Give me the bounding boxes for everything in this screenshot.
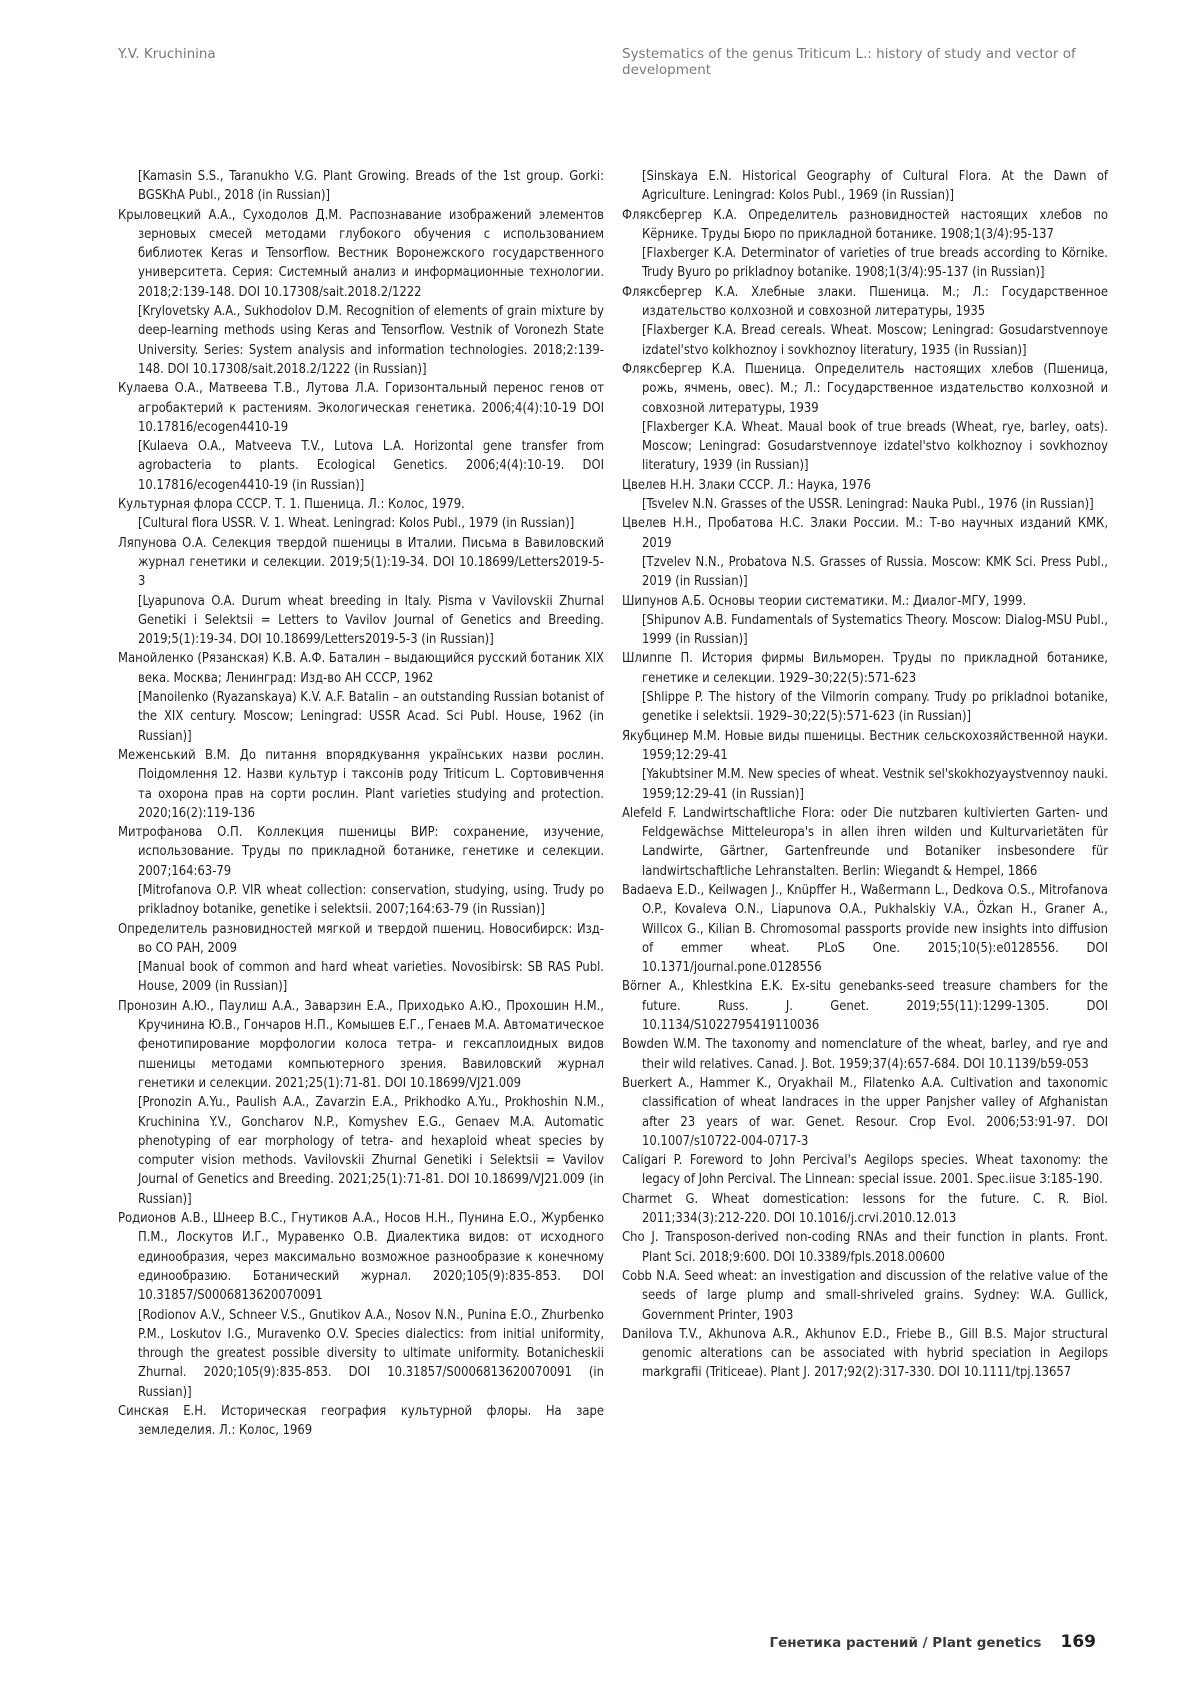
reference-text: Митрофанова О.П. Коллекция пшеницы ВИР: сохранение, изучение, использование. Труды по прикладной ботанике, генетике и селекции. 2007;164:63-79: [118, 825, 604, 879]
references-column-left: [118, 167, 604, 1441]
reference-entry: [622, 727, 1108, 804]
reference-text: Danilova T.V., Akhunova A.R., Akhunov E.D., Friebe B., Gill B.S. Major structural genomic alterations can be associated with hybrid speciation in Aegilops markgrafii (Triticeae). Plant J. 2017;92(2):317-330. DOI 10.1111/tpj.13657: [622, 1326, 1108, 1381]
reference-text: Манойленко (Рязанская) К.В. А.Ф. Баталин – выдающийся русский ботаник XIX века. Москва; Ленинград: Изд-во АН СССР, 1962: [118, 651, 604, 686]
reference-entry: [118, 649, 604, 745]
reference-text: Меженський В.М. До питання впорядкування українських назви рослин. Поідомлення 12. Назви культур і таксонів роду Triticum L. Сортовивчення та охорона прав на сорти рослин. Plant varieties studying and protection. 2020;16(2):119-136: [118, 747, 604, 821]
reference-entry: [622, 1190, 1108, 1229]
reference-translation: [Tzvelev N.N., Probatova N.S. Grasses of Russia. Moscow: KMK Sci. Press Publ., 2019 (in Russian)]: [642, 554, 1108, 590]
reference-text: Alefeld F. Landwirtschaftliche Flora: oder Die nutzbaren kultivierten Garten- und Feldgewächse Mitteleuropa's in allen ihren wilden und Kulturvarietäten für Landwirte, Gärtner, Gartenfreunde und Botaniker insbesondere für landwirtschaftliche Lehranstalten. Berlin: Wiegandt & Hempel, 1866: [622, 805, 1108, 879]
reference-translation: [Cultural flora USSR. V. 1. Wheat. Leningrad: Kolos Publ., 1979 (in Russian)]: [138, 516, 575, 532]
reference-entry: [118, 167, 604, 206]
reference-translation: [Manoilenko (Ryazanskaya) K.V. A.F. Batalin – an outstanding Russian botanist of the XIX century. Moscow; Leningrad: USSR Acad. Sci Publ. House, 1962 (in Russian)]: [138, 690, 604, 744]
reference-translation: [Shipunov A.B. Fundamentals of Systematics Theory. Moscow: Dialog-MSU Publ., 1999 (in Russian)]: [642, 612, 1108, 648]
reference-text: Фляксбергер К.А. Хлебные злаки. Пшеница. М.; Л.: Государственное издательство колхозной и совхозной литературы, 1935: [622, 284, 1108, 320]
reference-entry: [622, 1267, 1108, 1325]
reference-translation: [Tsvelev N.N. Grasses of the USSR. Leningrad: Nauka Publ., 1976 (in Russian)]: [642, 497, 1094, 513]
reference-translation: [Sinskaya E.N. Historical Geography of Cultural Flora. At the Dawn of Agriculture. Leningrad: Kolos Publ., 1969 (in Russian)]: [642, 169, 1108, 204]
reference-entry: [118, 997, 604, 1209]
reference-text: Пронозин А.Ю., Паулиш А.А., Заварзин Е.А., Приходько А.Ю., Прохошин Н.М., Кручинина Ю.В., Гончаров Н.П., Комышев Е.Г., Генаев М.А. Автоматическое фенотипирование морфологии колоса тетра- и гексаплоидных видов пшеницы методами компьютерного зрения. Вавиловский журнал генетики и селекции. 2021;25(1):71-81. DOI 10.18699/VJ21.009: [118, 998, 604, 1091]
reference-translation: [Rodionov A.V., Schneer V.S., Gnutikov A.A., Nosov N.N., Punina E.O., Zhurbenko P.M., Loskutov I.G., Muravenko O.V. Species dialectics: from initial uniformity, through the greatest possible diversity to ultimate uniformity. Botanicheskii Zhurnal. 2020;105(9):835-853. DOI 10.31857/S0006813620070091 (in Russian)]: [138, 1307, 604, 1400]
journal-section-label: Генетика растений / Plant genetics: [769, 1635, 1042, 1651]
reference-translation: [Kamasin S.S., Taranukho V.G. Plant Growing. Breads of the 1st group. Gorki: BGSKhA Publ., 2018 (in Russian)]: [138, 169, 604, 204]
reference-entry: [622, 206, 1108, 283]
page-number: 169: [1060, 1632, 1096, 1652]
reference-text: Цвелев Н.Н., Пробатова Н.С. Злаки России. М.: Т-во научных изданий КМК, 2019: [622, 516, 1108, 551]
reference-text: Cobb N.A. Seed wheat: an investigation and discussion of the relative value of the seeds of large plump and small-shriveled grains. Sydney: W.A. Gullick, Government Printer, 1903: [622, 1268, 1108, 1323]
reference-entry: [622, 167, 1108, 206]
reference-entry: [118, 1402, 604, 1441]
reference-entry: [118, 823, 604, 919]
reference-entry: [118, 206, 604, 380]
reference-entry: [118, 495, 604, 534]
reference-entry: [622, 360, 1108, 476]
reference-entry: [622, 514, 1108, 591]
running-header-author: Y.V. Kruchinina: [118, 46, 216, 62]
reference-text: Börner A., Khlestkina E.K. Ex-situ genebanks-seed treasure chambers for the future. Russ. J. Genet. 2019;55(11):1299-1305. DOI 10.1134/S1022795419110036: [622, 979, 1108, 1034]
reference-entry: [118, 920, 604, 997]
reference-text: Культурная флора СССР. Т. 1. Пшеница. Л.: Колос, 1979.: [118, 497, 465, 513]
reference-translation: [Manual book of common and hard wheat varieties. Novosibirsk: SB RAS Publ. House, 2009 (in Russian)]: [138, 960, 604, 995]
reference-entry: [622, 476, 1108, 515]
reference-entry: [622, 1074, 1108, 1151]
reference-entry: [622, 881, 1108, 977]
reference-entry: [118, 746, 604, 823]
reference-entry: [622, 592, 1108, 650]
reference-translation: [Krylovetsky A.A., Sukhodolov D.M. Recognition of elements of grain mixture by deep-learning methods using Keras and Tensorflow. Vestnik of Voronezh State University. Series: System analysis and information technologies. 2018;2:139-148. DOI 10.17308/sait.2018.2/1222 (in Russian)]: [138, 304, 604, 377]
reference-text: Определитель разновидностей мягкой и твердой пшениц. Новосибирск: Изд-во СО РАН, 2009: [118, 921, 604, 956]
reference-entry: [622, 1228, 1108, 1267]
reference-text: Кулаева О.А., Матвеева Т.В., Лутова Л.А. Горизонтальный перенос генов от агробактерий к растениям. Экологическая генетика. 2006;4(4):10-19 DOI 10.17816/ecogen4410-19: [118, 381, 604, 435]
reference-entry: [118, 379, 604, 495]
reference-entry: [622, 1325, 1108, 1383]
reference-translation: [Pronozin A.Yu., Paulish A.A., Zavarzin E.A., Prikhodko A.Yu., Prokhoshin N.M., Kruchinina Y.V., Goncharov N.P., Komyshev E.G., Genaev M.A. Automatic phenotyping of ear morphology of tetra- and hexaploid wheat species by computer vision methods. Vavilovskii Zhurnal Genetiki i Selektsii = Vavilov Journal of Genetics and Breeding. 2021;25(1):71-81. DOI 10.18699/VJ21.009 (in Russian)]: [138, 1095, 604, 1207]
reference-entry: [622, 1035, 1108, 1074]
reference-entry: [622, 283, 1108, 360]
reference-text: Buerkert A., Hammer K., Oryakhail M., Filatenko A.A. Cultivation and taxonomic classification of wheat landraces in the upper Panjsher valley of Afghanistan after 23 years of war. Genet. Resour. Crop Evol. 2006;53:91-97. DOI 10.1007/s10722-004-0717-3: [622, 1075, 1108, 1149]
reference-entry: [118, 534, 604, 650]
page-footer: [769, 1632, 1096, 1652]
reference-text: Caligari P. Foreword to John Percival's Aegilops species. Wheat taxonomy: the legacy of John Percival. The Linnean: special issue. 2001. Spec.iisue 3:185-190.: [622, 1153, 1108, 1188]
reference-text: Badaeva E.D., Keilwagen J., Knüpffer H., Waßermann L., Dedkova O.S., Mitrofanova O.P., Kovaleva O.N., Liapunova O.A., Pukhalskiy V.A., Özkan H., Graner A., Willcox G., Kilian B. Chromosomal passports provide new insights into diffusion of emmer wheat. PLoS One. 2015;10(5):e0128556. DOI 10.1371/journal.pone.0128556: [622, 882, 1108, 976]
reference-translation: [Flaxberger K.A. Determinator of varieties of true breads according to Körnike. Trudy Byuro po prikladnoy botanike. 1908;1(3/4):95-137 (in Russian)]: [642, 246, 1108, 281]
references-column-right: [622, 167, 1108, 1383]
reference-text: Фляксбергер К.А. Определитель разновидностей настоящих хлебов по Кёрнике. Труды Бюро по прикладной ботанике. 1908;1(3/4):95-137: [622, 207, 1108, 242]
reference-text: Цвелев Н.Н. Злаки СССР. Л.: Наука, 1976: [622, 477, 872, 493]
reference-translation: [Yakubtsiner M.M. New species of wheat. Vestnik sel'skokhozyaystvennoy nauki. 1959;12:29-41 (in Russian)]: [642, 767, 1108, 802]
reference-text: Ляпунова О.А. Селекция твердой пшеницы в Италии. Письма в Вавиловский журнал генетики и селекции. 2019;5(1):19-34. DOI 10.18699/Letters2019-5-3: [118, 535, 604, 590]
reference-entry: [622, 804, 1108, 881]
reference-text: Шлиппе П. История фирмы Вильморен. Труды по прикладной ботанике, генетике и селекции. 1929–30;22(5):571-623: [622, 651, 1108, 686]
reference-text: Родионов А.В., Шнеер В.С., Гнутиков А.А., Носов Н.Н., Пунина Е.О., Журбенко П.М., Лоскутов И.Г., Муравенко О.В. Диалектика видов: от исходного единообразия, через максимально возможное разнообразие к конечному единообразию. Ботанический журнал. 2020;105(9):835-853. DOI 10.31857/S0006813620070091: [118, 1211, 604, 1304]
reference-entry: [622, 649, 1108, 726]
reference-translation: [Mitrofanova O.P. VIR wheat collection: conservation, studying, using. Trudy po prikladnoy botanike, genetike i selektsii. 2007;164:63-79 (in Russian)]: [138, 882, 604, 918]
reference-text: Крыловецкий А.А., Суходолов Д.М. Распознавание изображений элементов зерновых смесей методами глубокого обучения с использованием библиотек Keras и Tensorflow. Вестник Воронежского государственного университета. Серия: Системный анализ и информационные технологии. 2018;2:139-148. DOI 10.17308/sait.2018.2/1222: [118, 207, 604, 300]
reference-text: Bowden W.M. The taxonomy and nomenclature of the wheat, barley, and rye and their wild relatives. Canad. J. Bot. 1959;37(4):657-684. DOI 10.1139/b59-053: [622, 1037, 1108, 1072]
reference-text: Шипунов А.Б. Основы теории систематики. М.: Диалог-МГУ, 1999.: [622, 593, 1027, 609]
running-header-title: Systematics of the genus Triticum L.: history of study and vector of development: [622, 46, 1076, 78]
reference-text: Charmet G. Wheat domestication: lessons for the future. C. R. Biol. 2011;334(3):212-220. DOI 10.1016/j.crvi.2010.12.013: [622, 1191, 1108, 1227]
reference-text: Якубцинер М.М. Новые виды пшеницы. Вестник сельскохозяйственной науки. 1959;12:29-41: [622, 728, 1108, 763]
reference-translation: [Kulaeva O.A., Matveeva T.V., Lutova L.A. Horizontal gene transfer from agrobacteria to plants. Ecological Genetics. 2006;4(4):10-19. DOI 10.17816/ecogen4410-19 (in Russian)]: [138, 439, 604, 493]
reference-entry: [622, 977, 1108, 1035]
reference-translation: [Flaxberger K.A. Wheat. Maual book of true breads (Wheat, rye, barley, oats). Moscow; Leningrad: Gosudarstvennoye izdatel'stvo kolkhoznoy i sovkhoznoy literatury, 1939 (in Russian)]: [642, 419, 1108, 474]
reference-entry: [118, 1209, 604, 1402]
reference-text: Cho J. Transposon-derived non-coding RNAs and their function in plants. Front. Plant Sci. 2018;9:600. DOI 10.3389/fpls.2018.00600: [622, 1230, 1108, 1265]
reference-text: Фляксбергер К.А. Пшеница. Определитель настоящих хлебов (Пшеница, рожь, ячмень, овес). М.; Л.: Государственное издательство колхозной и совхозной литературы, 1939: [622, 361, 1108, 416]
reference-translation: [Flaxberger K.A. Bread cereals. Wheat. Moscow; Leningrad: Gosudarstvennoye izdatel'stvo kolkhoznoy i sovkhoznoy literatury, 1935 (in Russian)]: [642, 323, 1108, 358]
reference-translation: [Shlippe P. The history of the Vilmorin company. Trudy po prikladnoi botanike, genetike i selektsii. 1929–30;22(5):571-623 (in Russian)]: [642, 690, 1108, 725]
reference-translation: [Lyapunova O.A. Durum wheat breeding in Italy. Pisma v Vavilovskii Zhurnal Genetiki i Selektsii = Letters to Vavilov Journal of Genetics and Breeding. 2019;5(1):19-34. DOI 10.18699/Letters2019-5-3 (in Russian)]: [138, 593, 604, 648]
reference-entry: [622, 1151, 1108, 1190]
reference-text: Синская Е.Н. Историческая география культурной флоры. На заре земледелия. Л.: Колос, 1969: [118, 1404, 604, 1439]
